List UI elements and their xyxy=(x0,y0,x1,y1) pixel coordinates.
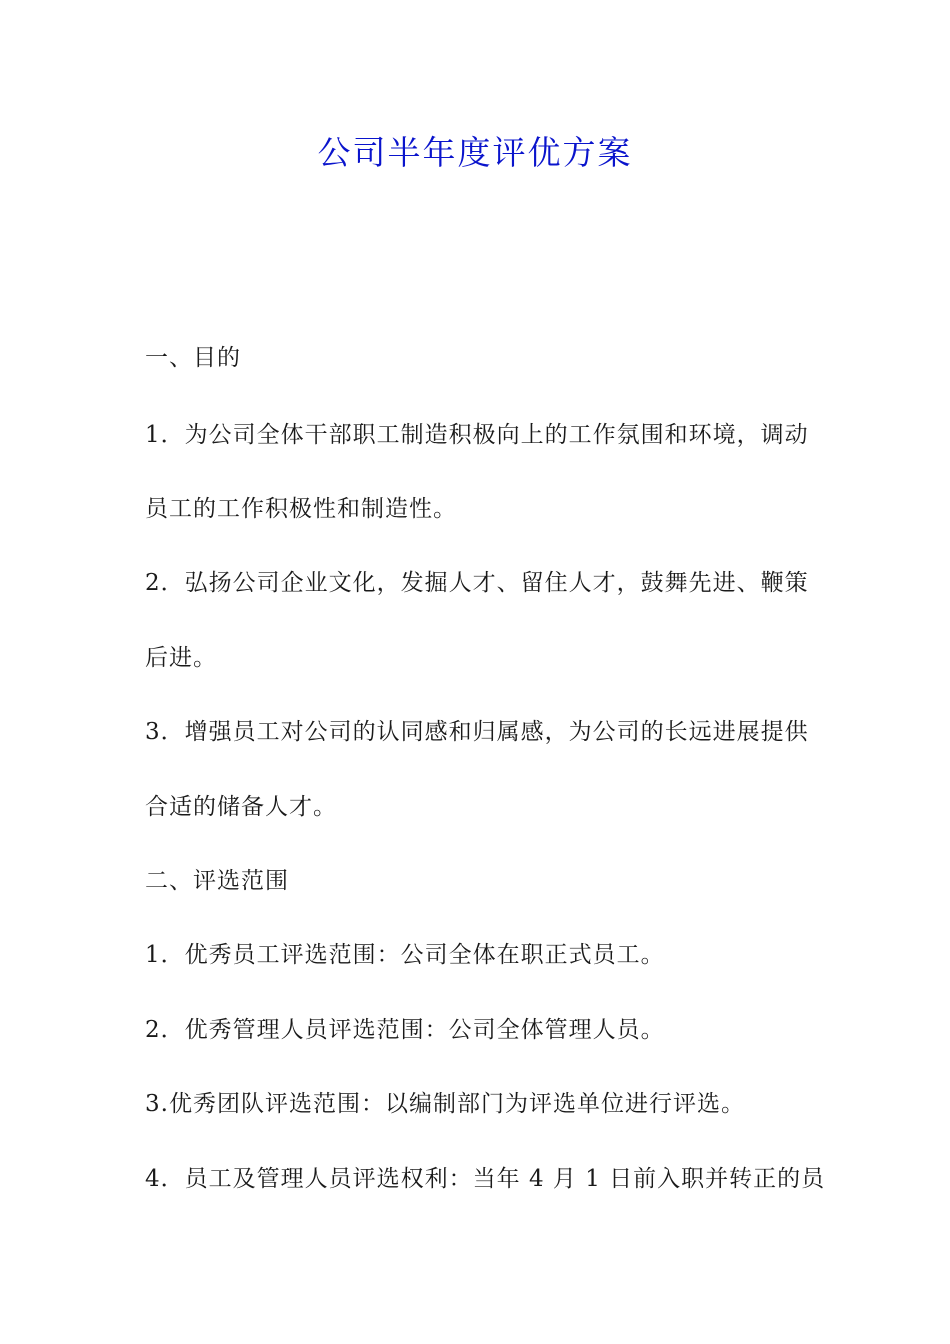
paragraph-line: 3．增强员工对公司的认同感和归属感，为公司的长远进展提供 xyxy=(145,719,809,745)
paragraph-line: 后进。 xyxy=(145,645,217,671)
paragraph-line: 4．员工及管理人员评选权利：当年 4 月 1 日前入职并转正的员 xyxy=(145,1166,826,1192)
paragraph-line: 3.优秀团队评选范围：以编制部门为评选单位进行评选。 xyxy=(145,1091,745,1117)
paragraph-line: 2．弘扬公司企业文化，发掘人才、留住人才，鼓舞先进、鞭策 xyxy=(145,570,809,596)
paragraph-line: 2．优秀管理人员评选范围：公司全体管理人员。 xyxy=(145,1017,665,1043)
paragraph-line: 合适的储备人才。 xyxy=(145,794,337,820)
paragraph-line: 员工的工作积极性和制造性。 xyxy=(145,496,457,522)
section-heading-scope: 二、评选范围 xyxy=(145,868,289,894)
document-title: 公司半年度评优方案 xyxy=(317,133,633,172)
paragraph-line: 1．为公司全体干部职工制造积极向上的工作氛围和环境，调动 xyxy=(145,422,809,448)
section-heading-purpose: 一、目的 xyxy=(145,345,241,371)
paragraph-line: 1．优秀员工评选范围：公司全体在职正式员工。 xyxy=(145,942,665,968)
